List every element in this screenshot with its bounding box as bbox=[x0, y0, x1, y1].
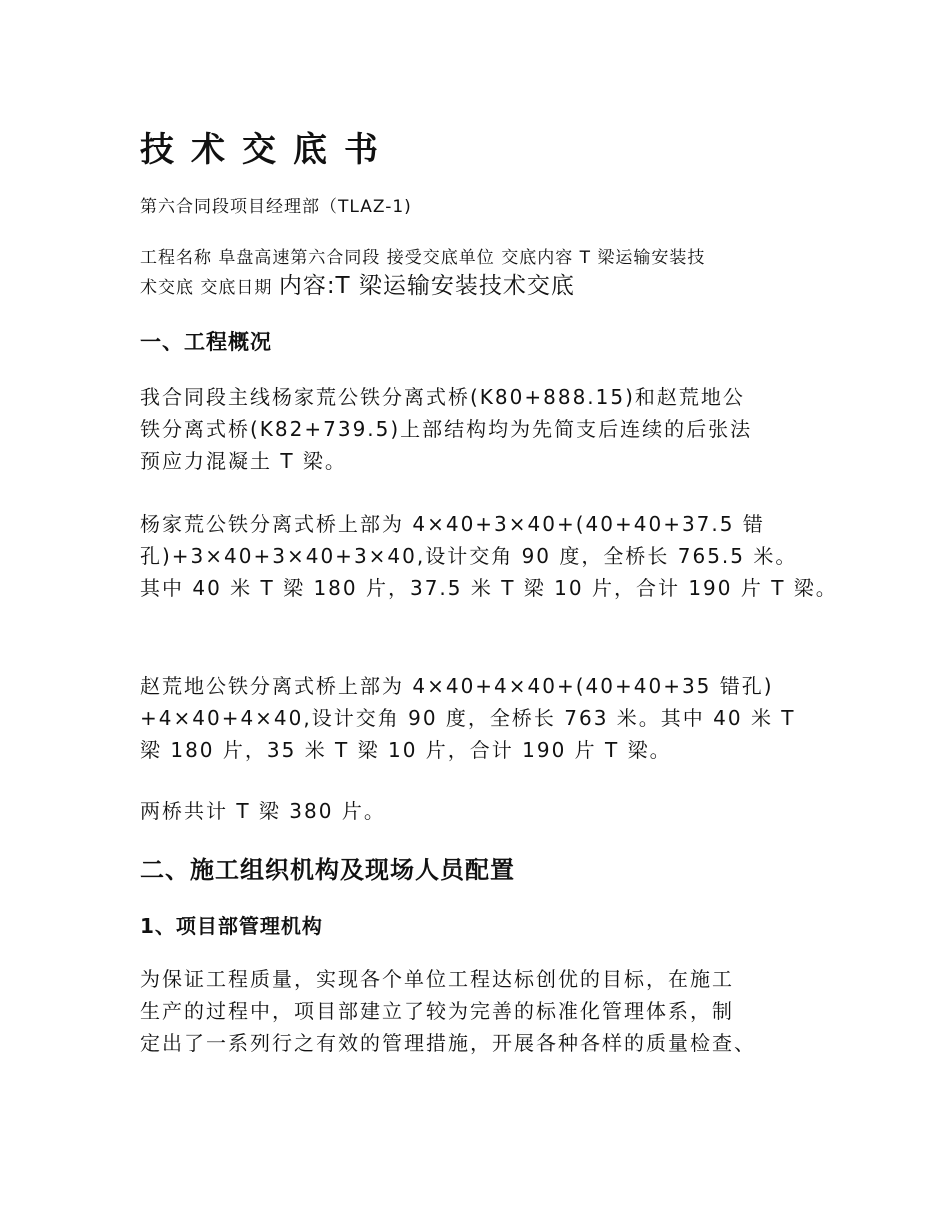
section-1-paragraph-4: 两桥共计 T 梁 380 片。 bbox=[140, 799, 386, 823]
paragraph-line: 梁 180 片，35 米 T 梁 10 片，合计 190 片 T 梁。 bbox=[140, 738, 672, 762]
section-2-1-paragraph bbox=[140, 963, 756, 1059]
project-info-content: 内容:T 梁运输安装技术交底 bbox=[278, 273, 575, 299]
project-info-line-1: 工程名称 阜盘高速第六合同段 接受交底单位 交底内容 T 梁运输安装技 bbox=[140, 248, 706, 268]
paragraph-line: 为保证工程质量，实现各个单位工程达标创优的目标，在施工 bbox=[140, 967, 734, 991]
section-1-paragraph-1 bbox=[140, 381, 752, 477]
paragraph-line: +4×40+4×40,设计交角 90 度，全桥长 763 米。其中 40 米 T bbox=[140, 706, 796, 730]
paragraph-line: 孔)+3×40+3×40+3×40,设计交角 90 度，全桥长 765.5 米。 bbox=[140, 544, 798, 568]
paragraph-line: 杨家荒公铁分离式桥上部为 4×40+3×40+(40+40+37.5 错 bbox=[140, 512, 765, 536]
paragraph-line: 赵荒地公铁分离式桥上部为 4×40+4×40+(40+40+35 错孔) bbox=[140, 674, 774, 698]
project-info bbox=[140, 244, 705, 302]
paragraph-line: 定出了一系列行之有效的管理措施，开展各种各样的质量检查、 bbox=[140, 1031, 756, 1055]
document-title: 技术交底书 bbox=[140, 130, 395, 170]
paragraph-line: 其中 40 米 T 梁 180 片，37.5 米 T 梁 10 片，合计 190 片 T 梁。 bbox=[140, 576, 838, 600]
paragraph-line: 生产的过程中，项目部建立了较为完善的标准化管理体系，制 bbox=[140, 999, 734, 1023]
section-1-heading: 一、工程概况 bbox=[140, 330, 272, 354]
project-info-line-2 bbox=[140, 272, 705, 302]
paragraph-line: 铁分离式桥(K82+739.5)上部结构均为先简支后连续的后张法 bbox=[140, 417, 753, 441]
section-1-paragraph-3 bbox=[140, 670, 796, 766]
section-1-paragraph-2 bbox=[140, 508, 838, 604]
paragraph-line: 我合同段主线杨家荒公铁分离式桥(K80+888.15)和赵荒地公 bbox=[140, 385, 745, 409]
project-info-fields: 术交底 交底日期 bbox=[140, 278, 279, 298]
paragraph-line: 预应力混凝土 T 梁。 bbox=[140, 449, 347, 473]
document-subtitle: 第六合同段项目经理部（TLAZ-1) bbox=[140, 197, 412, 217]
section-2-heading: 二、施工组织机构及现场人员配置 bbox=[140, 856, 515, 884]
section-2-1-heading: 1、项目部管理机构 bbox=[140, 914, 323, 938]
